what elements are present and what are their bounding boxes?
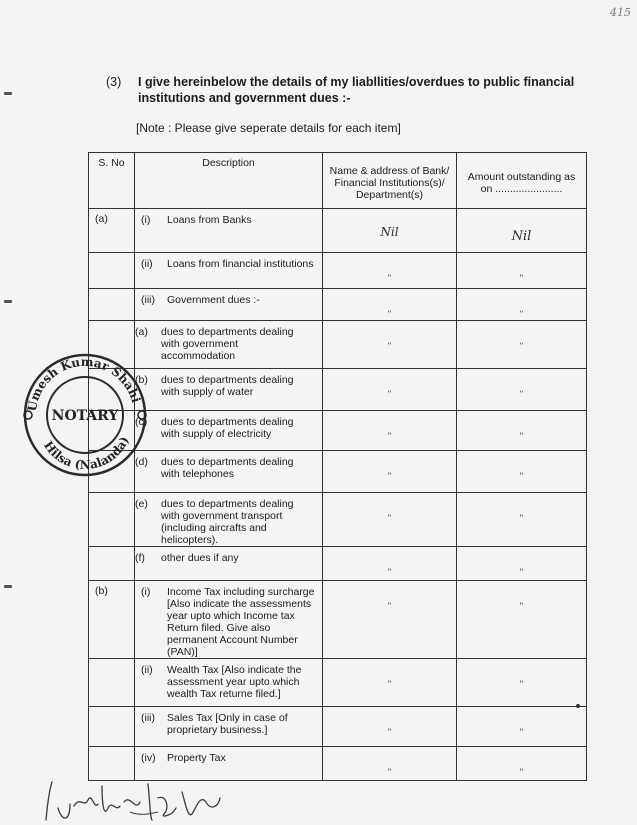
handwritten-signature bbox=[40, 778, 240, 824]
cell-description: (c) dues to departments dealing with supply of electricity bbox=[135, 411, 323, 451]
section-note: [Note : Please give seperate details for each item] bbox=[136, 121, 401, 135]
cell-bank: " bbox=[323, 253, 457, 289]
cell-bank: " bbox=[323, 581, 457, 659]
cell-bank: " bbox=[323, 411, 457, 451]
cell-amount: " bbox=[457, 747, 587, 781]
table-row bbox=[89, 747, 587, 781]
table-row bbox=[89, 707, 587, 747]
cell-description: (iii) Government dues :- bbox=[135, 289, 323, 321]
section-heading bbox=[106, 74, 610, 106]
cell-bank: " bbox=[323, 547, 457, 581]
stamp-center-text: NOTARY bbox=[51, 408, 119, 424]
cell-bank: " bbox=[323, 659, 457, 707]
header-bank: Name & address of Bank/ Financial Institutions(s)/ Department(s) bbox=[323, 153, 457, 209]
cell-description: (b) dues to departments dealing with supply of water bbox=[135, 369, 323, 411]
table-row bbox=[89, 659, 587, 707]
table-row bbox=[89, 411, 587, 451]
cell-sno bbox=[89, 493, 135, 547]
cell-bank: " bbox=[323, 321, 457, 369]
table-header-row bbox=[89, 153, 587, 209]
cell-sno bbox=[89, 289, 135, 321]
section-heading-text: I give hereinbelow the details of my liabllities/overdues to public financial institutions and government dues :- bbox=[138, 75, 575, 105]
cell-description: (e) dues to departments dealing with government transport (including aircrafts and helicopters). bbox=[135, 493, 323, 547]
cell-bank: Nil bbox=[323, 209, 457, 253]
binding-hole-mark bbox=[4, 92, 12, 95]
cell-bank: " bbox=[323, 707, 457, 747]
cell-sno: (a) bbox=[89, 209, 135, 253]
cell-amount: " bbox=[457, 581, 587, 659]
cell-bank: " bbox=[323, 369, 457, 411]
cell-description: (i) Income Tax including surcharge [Also indicate the assessments year upto which Income tax Return filed. Give also permanent Account Number (PAN)] bbox=[135, 581, 323, 659]
cell-bank: " bbox=[323, 451, 457, 493]
cell-amount: Nil bbox=[457, 209, 587, 253]
cell-description: (i) Loans from Banks bbox=[135, 209, 323, 253]
svg-text:Hilsa (Nalanda): Hilsa (Nalanda) bbox=[41, 434, 132, 473]
cell-sno bbox=[89, 253, 135, 289]
table-row bbox=[89, 289, 587, 321]
binding-hole-mark bbox=[4, 300, 12, 303]
table-row bbox=[89, 493, 587, 547]
header-sno: S. No bbox=[89, 153, 135, 209]
cell-sno bbox=[89, 547, 135, 581]
page-number: 415 bbox=[610, 6, 631, 19]
cell-amount: " bbox=[457, 451, 587, 493]
table-row bbox=[89, 321, 587, 369]
table-row bbox=[89, 547, 587, 581]
table-row bbox=[89, 209, 587, 253]
header-description: Description bbox=[135, 153, 323, 209]
cell-description: (ii) Loans from financial institutions bbox=[135, 253, 323, 289]
cell-bank: " bbox=[323, 493, 457, 547]
cell-bank: " bbox=[323, 289, 457, 321]
cell-amount: " bbox=[457, 493, 587, 547]
cell-description: (d) dues to departments dealing with telephones bbox=[135, 451, 323, 493]
liabilities-table bbox=[88, 152, 587, 781]
header-amount: Amount outstanding as on ....................... bbox=[457, 153, 587, 209]
cell-description: (iii) Sales Tax [Only in case of proprietary business.] bbox=[135, 707, 323, 747]
stamp-ring-text: Umesh Kumar Shahi bbox=[24, 354, 144, 413]
cell-amount: " bbox=[457, 369, 587, 411]
table-row bbox=[89, 451, 587, 493]
cell-bank: " bbox=[323, 747, 457, 781]
cell-amount: " bbox=[457, 411, 587, 451]
cell-amount: " bbox=[457, 707, 587, 747]
cell-description: (a) dues to departments dealing with government accommodation bbox=[135, 321, 323, 369]
binding-hole-mark bbox=[4, 585, 12, 588]
cell-sno bbox=[89, 659, 135, 707]
cell-sno bbox=[89, 747, 135, 781]
cell-amount: " bbox=[457, 547, 587, 581]
table-row bbox=[89, 581, 587, 659]
cell-description: (iv) Property Tax bbox=[135, 747, 323, 781]
cell-sno bbox=[89, 707, 135, 747]
table-row bbox=[89, 253, 587, 289]
section-number: (3) bbox=[106, 75, 122, 89]
cell-description: (f) other dues if any bbox=[135, 547, 323, 581]
ink-dot bbox=[576, 704, 580, 708]
table-row bbox=[89, 369, 587, 411]
cell-sno: (b) bbox=[89, 581, 135, 659]
notary-stamp bbox=[18, 352, 152, 478]
cell-amount: " bbox=[457, 289, 587, 321]
cell-description: (ii) Wealth Tax [Also indicate the assessment year upto which wealth Tax returne filed.] bbox=[135, 659, 323, 707]
cell-amount: " bbox=[457, 321, 587, 369]
cell-amount: " bbox=[457, 253, 587, 289]
cell-amount: " bbox=[457, 659, 587, 707]
